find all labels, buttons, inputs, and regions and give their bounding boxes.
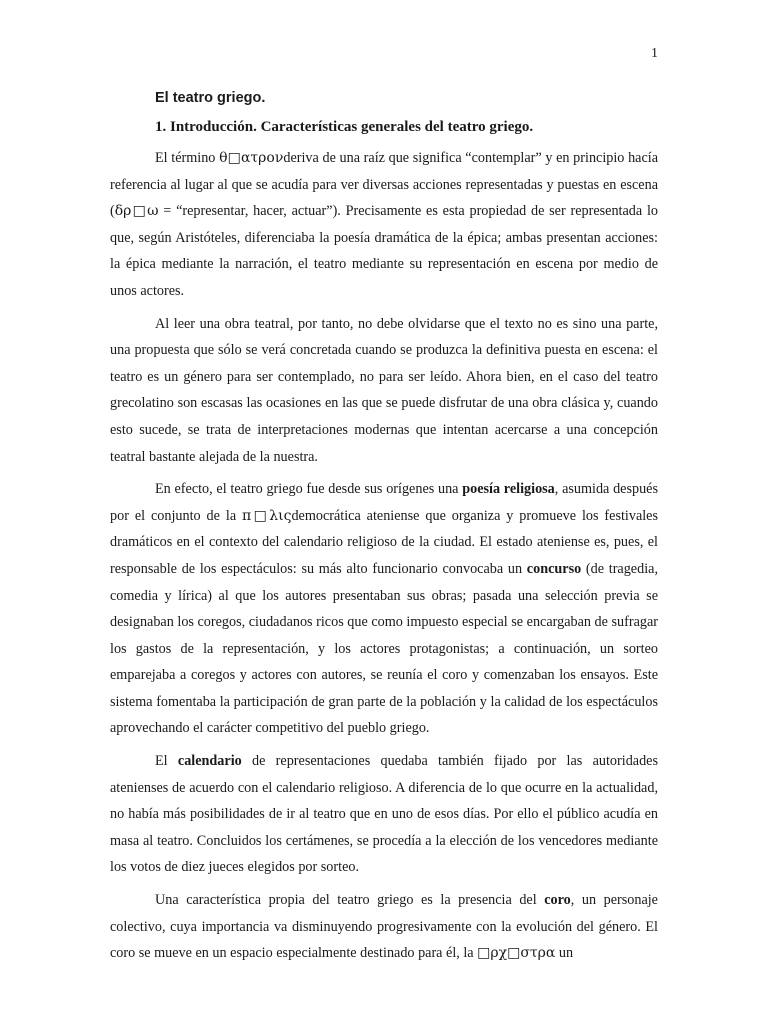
- paragraph: [110, 145, 658, 305]
- bold-term: coro: [544, 892, 571, 909]
- text-segment: Una característica propia del teatro griego es la presencia del: [155, 892, 545, 909]
- greek-term: □ρχ□στρα: [477, 945, 556, 962]
- text-segment: de representaciones quedaba también fijado por las autoridades atenienses de acuerdo con el calendario religioso. A diferencia de lo que ocurre en la actualidad, no había más posibilidades de ir al teatro que en uno de esos días. Por ello el público acudía en masa al teatro. Concluidos los certámenes, se procedía a la elección de los vencedores mediante los votos de diez jueces elegidos por sorteo.: [110, 753, 658, 876]
- paragraph: [110, 476, 658, 742]
- paragraph: [110, 748, 658, 881]
- text-segment: = “representar, hacer, actuar”). Precisamente es esta propiedad de ser representada lo que, según Aristóteles, diferenciaba la poesía dramática de la épica; ambas presentan acciones: la épica mediante la narración, el teatro mediante su representación en escena por medio de unos actores.: [110, 203, 658, 299]
- text-segment: democrática ateniense que organiza y promueve los festivales dramáticos en el contexto del calendario religioso de la ciudad. El estado ateniense es, pues, el responsable de los espectáculos: su más alto funcionario convocaba un: [110, 507, 659, 577]
- body-text: [110, 145, 658, 973]
- text-segment: El: [155, 753, 178, 770]
- greek-term: θ□ατρον: [219, 150, 284, 166]
- text-segment: un: [555, 945, 574, 962]
- page-number: 1: [651, 46, 658, 61]
- greek-term: δρ□ω: [114, 203, 159, 220]
- document-title: El teatro griego.: [155, 90, 266, 106]
- text-segment: , un personaje colectivo, cuya importancia va disminuyendo progresivamente con la evolución del género. El coro se mueve en un espacio especialmente destinado para él, la: [110, 892, 658, 962]
- text-segment: En efecto, el teatro griego fue desde sus orígenes una: [155, 481, 463, 498]
- section-heading: 1. Introducción. Características generales del teatro griego.: [155, 119, 534, 135]
- text-segment: El término: [155, 150, 220, 166]
- bold-term: concurso: [526, 560, 582, 577]
- paragraph: [110, 887, 658, 967]
- bold-term: calendario: [177, 753, 242, 770]
- text-segment: Al leer una obra teatral, por tanto, no debe olvidarse que el texto no es sino una parte, una propuesta que sólo se verá concretada cuando se produzca la definitiva puesta en escena: el teatro es un género para ser contemplado, no para ser leído. Ahora bien, en el caso del teatro grecolatino son escasas las ocasiones en las que se puede disfrutar de una obra clásica y, cuando esto sucede, se trata de interpretaciones modernas que intentan acercarse a una concepción teatral bastante alejada de la nuestra.: [110, 315, 658, 465]
- bold-term: poesía religiosa: [462, 481, 555, 498]
- text-segment: deriva de una raíz que significa “contemplar” y en principio hacía referencia al lugar al que se acudía para ver diversas acciones representadas y puestas en escena (: [110, 150, 658, 220]
- greek-term: π□λις: [242, 507, 292, 524]
- text-segment: , asumida después por el conjunto de la: [110, 481, 659, 524]
- paragraph: [110, 311, 658, 471]
- text-segment: (de tragedia, comedia y lírica) al que los autores presentaban sus obras; pasada una selección previa se designaban los coregos, ciudadanos ricos que como impuesto especial se encargaban de sufragar los gastos de la representación, y los actores protagonistas; a continuación, un sorteo emparejaba a coregos y actores con autores, se reunía el coro y comenzaban los ensayos. Este sistema fomentaba la participación de gran parte de la población y la calidad de los espectáculos aprovechando el carácter competitivo del pueblo griego.: [110, 560, 658, 737]
